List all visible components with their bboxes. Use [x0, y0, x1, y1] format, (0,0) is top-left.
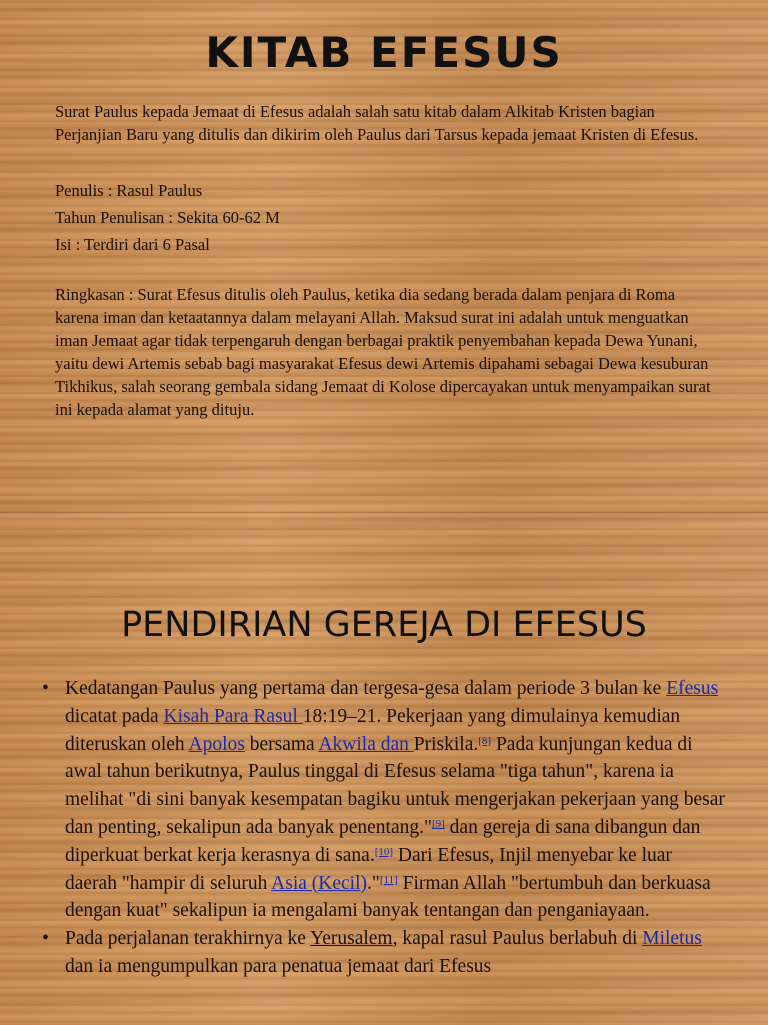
link-kisah-para-rasul[interactable]: Kisah Para Rasul	[163, 705, 303, 727]
author-line: Penulis : Rasul Paulus	[55, 181, 203, 200]
slide-1	[0, 0, 768, 512]
slide-body	[55, 100, 715, 421]
text-span: , kapal rasul Paulus berlabuh di	[392, 928, 643, 950]
text-span: Dari Efesus, Injil menyebar ke luar daerah "hampir di seluruh	[65, 844, 672, 894]
slide-2	[0, 512, 768, 1025]
text-span: bersama	[244, 733, 319, 755]
bullet-item	[36, 925, 726, 981]
bullet-item	[36, 675, 726, 925]
reference-11[interactable]: [11]	[379, 873, 398, 886]
link-akwila[interactable]: Akwila dan	[318, 733, 414, 755]
reference-8[interactable]: [8]	[478, 734, 492, 747]
text-span: Firman Allah "bertumbuh dan berkuasa dengan kuat" sekalipun ia mengalami banyak tentangan dan penganiayaan.	[65, 872, 711, 922]
link-yerusalem[interactable]: Yerusalem	[310, 928, 393, 950]
bullet-icon: •	[42, 928, 49, 950]
text-span: ."	[367, 872, 380, 894]
text-span: dan ia mengumpulkan para penatua jemaat dari Efesus	[65, 955, 492, 977]
text-span: 18:19–21. Pekerjaan yang dimulainya kemudian diteruskan oleh	[65, 705, 681, 755]
content-line: Isi : Terdiri dari 6 Pasal	[55, 235, 210, 254]
text-span: dan gereja di sana dibangun dan diperkuat berkat kerja kerasnya di sana.	[65, 816, 701, 866]
text-span: Pada kunjungan kedua di awal tahun berikutnya, Paulus tinggal di Efesus selama "tiga tahun", karena ia melihat "di sini banyak kesempatan bagiku untuk mengerjakan pekerjaan yang besar dan penting, sekalipun ada banyak penentang."	[65, 733, 725, 838]
text-span: dicatat pada	[65, 705, 164, 727]
text-span: Priskila.	[413, 733, 479, 755]
year-line: Tahun Penulisan : Sekita 60-62 M	[55, 208, 280, 227]
text-span: Kedatangan Paulus yang pertama dan tergesa-gesa dalam periode 3 bulan ke	[65, 678, 667, 699]
slide-title: KITAB EFESUS	[205, 28, 563, 77]
link-miletus[interactable]: Miletus	[642, 928, 702, 950]
intro-paragraph: Surat Paulus kepada Jemaat di Efesus adalah salah satu kitab dalam Alkitab Kristen bagian Perjanjian Baru yang ditulis dan dikirim oleh Paulus dari Tarsus kepada jemaat Kristen di Efesus.	[55, 102, 699, 144]
reference-9[interactable]: [9]	[431, 817, 445, 830]
slide-title: PENDIRIAN GEREJA DI EFESUS	[121, 605, 647, 645]
text-span: Pada perjalanan terakhirnya ke	[65, 928, 311, 950]
reference-10[interactable]: [10]	[374, 845, 394, 858]
link-efesus[interactable]: Efesus	[666, 678, 719, 699]
bullet-list	[36, 675, 726, 981]
link-asia-kecil[interactable]: Asia (Kecil)	[271, 872, 367, 894]
summary-paragraph: Ringkasan : Surat Efesus ditulis oleh Paulus, ketika dia sedang berada dalam penjara di Roma karena iman dan ketaatannya dalam melayani Allah. Maksud surat ini adalah untuk menguatkan iman Jemaat agar tidak terpengaruh dengan berbagai praktik penyembahan kepada Dewa Yunani, yaitu dewi Artemis sebab bagi masyarakat Efesus dewi Artemis dipahami sebagai Dewa kesuburan Tikhikus, salah seorang gembala sidang Jemaat di Kolose dipercayakan untuk menyampaikan surat ini kepada alamat yang dituju.	[55, 285, 711, 419]
bullet-icon: •	[42, 678, 49, 699]
link-apolos[interactable]: Apolos	[188, 733, 245, 755]
